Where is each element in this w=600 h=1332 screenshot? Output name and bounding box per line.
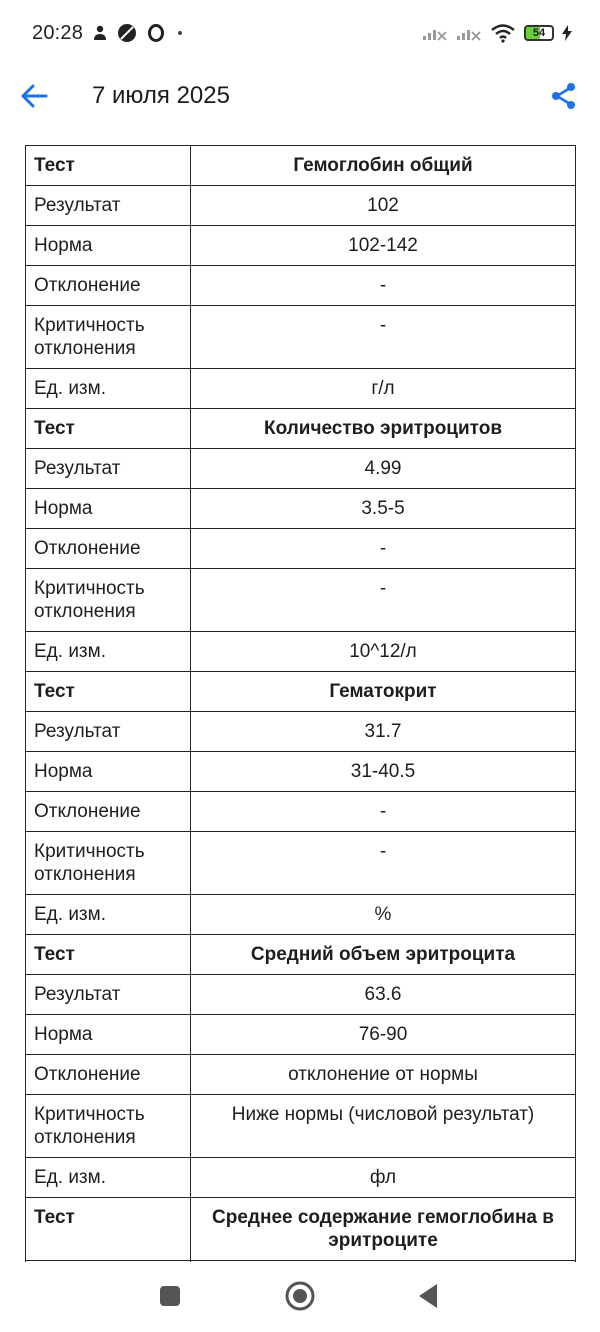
page-title: 7 июля 2025 [92, 82, 230, 109]
back-button[interactable] [18, 80, 50, 112]
cell-label: Норма [26, 1015, 191, 1055]
cell-value: - [191, 832, 576, 895]
cell-test-name: Гемоглобин общий [191, 146, 576, 186]
table-row-criticality [26, 1095, 576, 1158]
cell-label: Норма [26, 226, 191, 266]
cell-label: Критичность отклонения [26, 569, 191, 632]
cell-label: Ед. изм. [26, 1158, 191, 1198]
cell-value: 3.5-5 [191, 489, 576, 529]
cell-label: Критичность отклонения [26, 1095, 191, 1158]
table-row-criticality [26, 832, 576, 895]
cell-value: г/л [191, 369, 576, 409]
table-row-test [26, 672, 576, 712]
table-row-criticality [26, 306, 576, 369]
status-left [32, 22, 185, 45]
cell-label: Тест [26, 409, 191, 449]
table-row-result [26, 712, 576, 752]
table-row-deviation [26, 266, 576, 306]
navigation-bar [0, 1262, 600, 1332]
share-button[interactable] [548, 80, 580, 112]
arrow-left-icon [19, 81, 49, 111]
cell-label: Отклонение [26, 266, 191, 306]
table-row-deviation [26, 529, 576, 569]
cell-value: % [191, 895, 576, 935]
table-row-result [26, 975, 576, 1015]
table-row-test [26, 146, 576, 186]
cell-value: - [191, 569, 576, 632]
cell-value: 31.7 [191, 712, 576, 752]
cell-label: Ед. изм. [26, 632, 191, 672]
cell-value: - [191, 529, 576, 569]
battery-level: 54 [532, 27, 546, 39]
table-row-test [26, 1198, 576, 1261]
cell-label: Результат [26, 975, 191, 1015]
circle-icon [284, 1280, 316, 1312]
table-row-result [26, 186, 576, 226]
cell-test-name: Средний объем эритроцита [191, 935, 576, 975]
cell-label: Отклонение [26, 529, 191, 569]
table-row-norm [26, 489, 576, 529]
triangle-left-icon [415, 1282, 441, 1310]
table-row-deviation [26, 792, 576, 832]
square-icon [158, 1284, 182, 1308]
cell-label: Ед. изм. [26, 895, 191, 935]
home-button[interactable] [284, 1280, 316, 1312]
cell-label: Тест [26, 1198, 191, 1261]
cell-value: отклонение от нормы [191, 1055, 576, 1095]
status-right [422, 23, 572, 43]
status-bar [0, 0, 600, 66]
cell-label: Тест [26, 146, 191, 186]
cell-label: Ед. изм. [26, 369, 191, 409]
share-icon [550, 82, 578, 110]
cell-value: 10^12/л [191, 632, 576, 672]
app-bar [0, 66, 600, 128]
cell-test-name: Среднее содержание гемоглобина в эритроците [191, 1198, 576, 1261]
cell-value: фл [191, 1158, 576, 1198]
cell-value: 4.99 [191, 449, 576, 489]
table-row-test [26, 409, 576, 449]
results-table-viewport[interactable] [0, 128, 600, 1252]
cell-value: Ниже нормы (числовой результат) [191, 1095, 576, 1158]
table-row-criticality [26, 569, 576, 632]
table-row-unit [26, 632, 576, 672]
table-row-norm [26, 1015, 576, 1055]
table-row-result [26, 449, 576, 489]
table-row-unit [26, 1158, 576, 1198]
charging-icon [562, 25, 572, 41]
table-row-deviation [26, 1055, 576, 1095]
wifi-icon [490, 23, 516, 43]
cell-value: 63.6 [191, 975, 576, 1015]
cell-label: Критичность отклонения [26, 306, 191, 369]
cell-value: 76-90 [191, 1015, 576, 1055]
cell-value: 31-40.5 [191, 752, 576, 792]
cell-value: - [191, 266, 576, 306]
table-row-unit [26, 895, 576, 935]
table-row-norm [26, 226, 576, 266]
cell-value: 102 [191, 186, 576, 226]
results-table [25, 145, 576, 1301]
cell-test-name: Гематокрит [191, 672, 576, 712]
nav-back-button[interactable] [412, 1280, 444, 1312]
cell-label: Результат [26, 186, 191, 226]
cell-label: Норма [26, 489, 191, 529]
cell-label: Результат [26, 449, 191, 489]
table-row-norm [26, 752, 576, 792]
cell-value: - [191, 792, 576, 832]
dot-icon [175, 28, 185, 38]
battery-icon [524, 25, 554, 41]
signal-icon [456, 25, 482, 41]
person-icon [93, 25, 107, 41]
cell-label: Тест [26, 935, 191, 975]
cell-test-name: Количество эритроцитов [191, 409, 576, 449]
table-row-test [26, 935, 576, 975]
cell-label: Критичность отклонения [26, 832, 191, 895]
moon-circle-icon [117, 23, 137, 43]
cell-label: Результат [26, 712, 191, 752]
cell-label: Норма [26, 752, 191, 792]
cell-label: Отклонение [26, 1055, 191, 1095]
table-row-unit [26, 369, 576, 409]
cell-label: Тест [26, 672, 191, 712]
o-letter-icon [147, 23, 165, 43]
cell-value: 102-142 [191, 226, 576, 266]
cell-value: - [191, 306, 576, 369]
cell-label: Отклонение [26, 792, 191, 832]
recents-button[interactable] [154, 1280, 186, 1312]
signal-icon [422, 25, 448, 41]
status-time: 20:28 [32, 21, 84, 44]
